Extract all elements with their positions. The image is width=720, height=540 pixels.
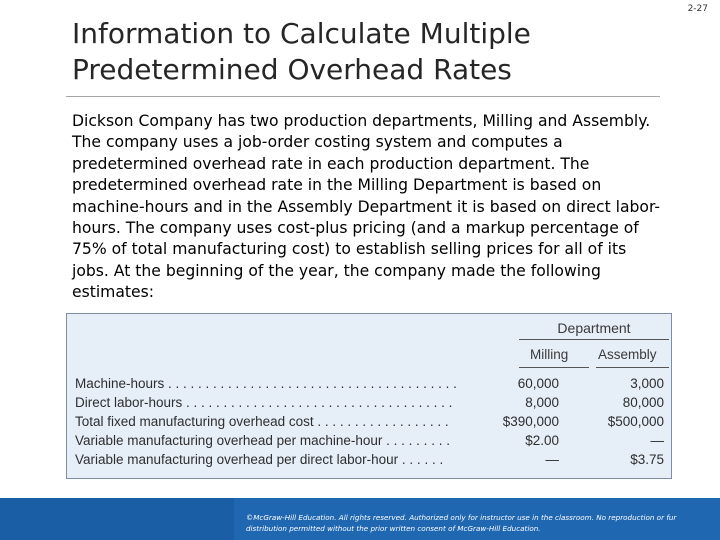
row-label: Total fixed manufacturing overhead cost . . . . . . . . . . . . . . . . . . — [75, 414, 449, 429]
milling-value: 60,000 — [517, 376, 559, 391]
footer-accent — [0, 498, 234, 540]
department-header-underline — [519, 339, 669, 340]
slide-number: 2-27 — [687, 4, 708, 14]
row-label: Variable manufacturing overhead per machine-hour . . . . . . . . . — [75, 433, 450, 448]
milling-value: 8,000 — [525, 395, 559, 410]
copyright-line-1: ©McGraw-Hill Education. All rights reserved. Authorized only for instructor use in the classroom. No reproduction or fur — [246, 513, 677, 522]
copyright-notice — [246, 512, 720, 534]
row-label: Variable manufacturing overhead per direct labor-hour . . . . . . — [75, 452, 444, 467]
copyright-line-2: distribution permitted without the prior written consent of McGraw-Hill Education. — [246, 524, 541, 533]
milling-value: $2.00 — [525, 433, 559, 448]
milling-value: — — [545, 452, 559, 467]
assembly-header-underline — [596, 367, 669, 368]
column-header-assembly: Assembly — [598, 347, 657, 362]
table-row — [75, 376, 670, 395]
department-header: Department — [557, 320, 631, 336]
milling-value: $390,000 — [502, 414, 559, 429]
assembly-value: $500,000 — [607, 414, 664, 429]
milling-header-underline — [519, 367, 589, 368]
table-row — [75, 433, 670, 452]
assembly-value: 3,000 — [630, 376, 664, 391]
row-label: Direct labor-hours . . . . . . . . . . . . . . . . . . . . . . . . . . . . . . . . . . . . — [75, 395, 453, 410]
slide-title: Information to Calculate Multiple Predetermined Overhead Rates — [72, 17, 531, 86]
table-row — [75, 452, 670, 471]
table-row — [75, 395, 670, 414]
assembly-value: $3.75 — [630, 452, 664, 467]
slide-body-text: Dickson Company has two production departments, Milling and Assembly. The company uses a job-order costing system and computes a predetermined overhead rate in each production department. The predetermined overhead rate in the Milling Department is based on machine-hours and in the Assembly Department it is based on direct labor-hours. The company uses cost-plus pricing (and a markup percentage of 75% of total manufacturing cost) to establish selling prices for all of its jobs. At the beginning of the year, the company made the following estimates: — [72, 112, 661, 302]
assembly-value: 80,000 — [622, 395, 664, 410]
assembly-value: — — [650, 433, 664, 448]
column-header-milling: Milling — [530, 347, 569, 362]
table-row — [75, 414, 670, 433]
row-label: Machine-hours . . . . . . . . . . . . . . . . . . . . . . . . . . . . . . . . . . . . . . . — [75, 376, 457, 391]
title-divider — [66, 96, 660, 97]
